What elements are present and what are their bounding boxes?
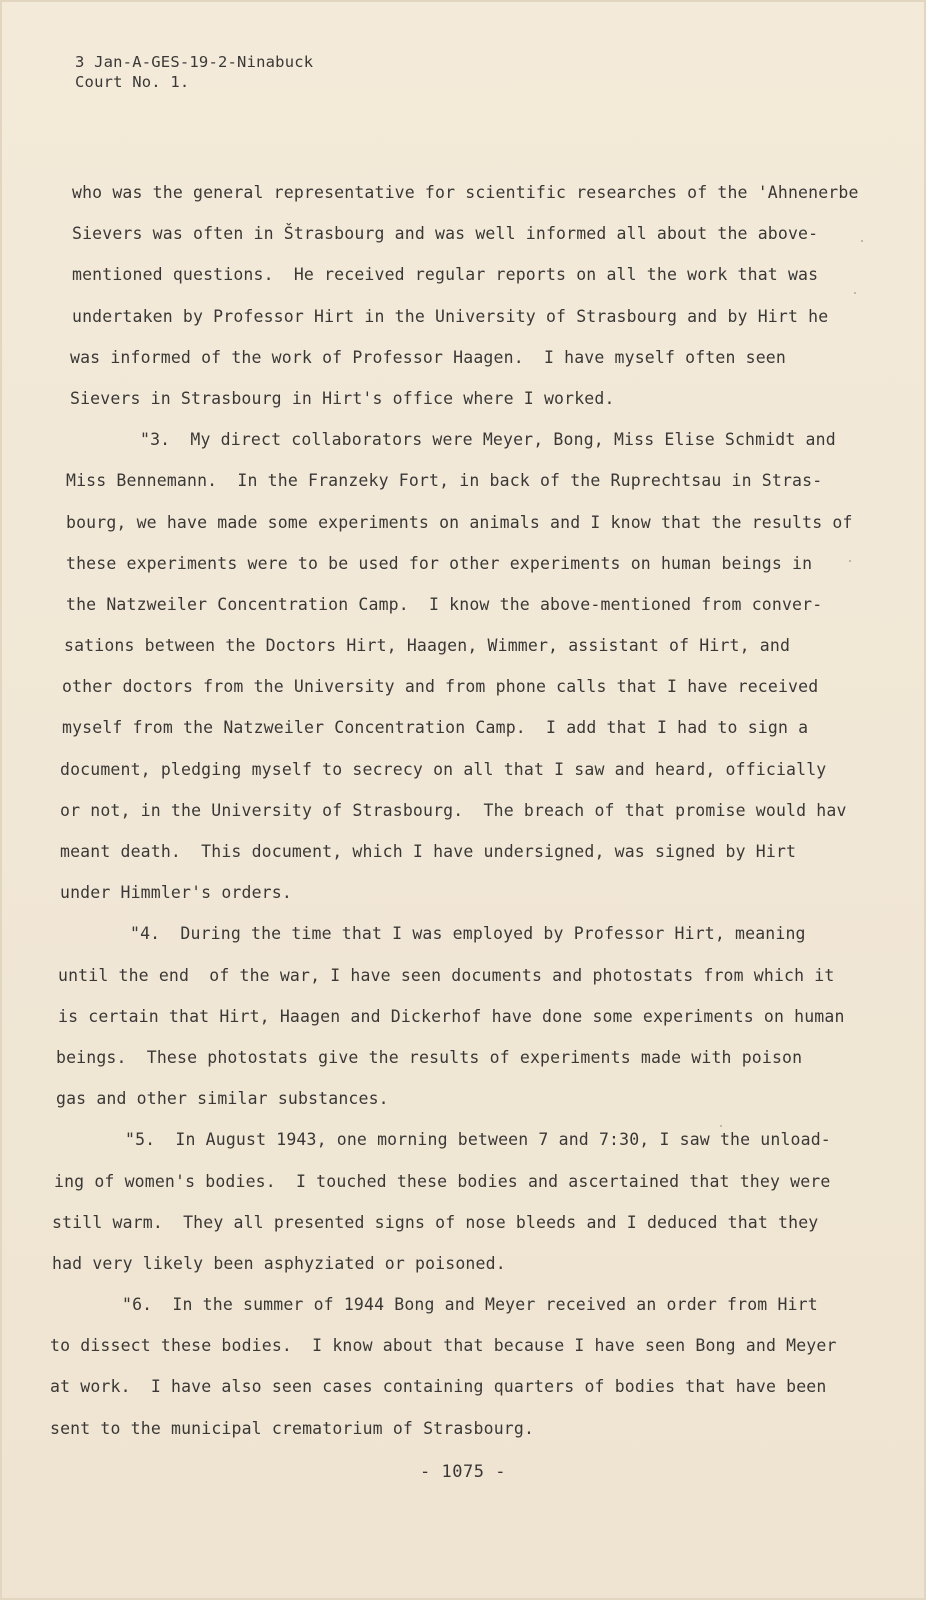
text-line: at work. I have also seen cases containing quarters of bodies that have been [50,1377,827,1397]
text-line: still warm. They all presented signs of nose bleeds and I deduced that they [52,1212,819,1232]
text-line: "3. My direct collaborators were Meyer, Bong, Miss Elise Schmidt and [140,430,836,450]
text-line: "6. In the summer of 1944 Bong and Meyer received an order from Hirt [122,1295,818,1315]
text-line: who was the general representative for scientific researches of the 'Ahnenerbe [72,183,859,202]
text-line: Sievers in Strasbourg in Hirt's office where I worked. [70,388,615,408]
text-line: gas and other similar substances. [56,1089,389,1109]
text-line: undertaken by Professor Hirt in the University of Strasbourg and by Hirt he [72,306,829,326]
paper-speck [720,1125,722,1127]
text-line: under Himmler's orders. [60,883,292,903]
text-line: other doctors from the University and from phone calls that I have received [62,677,819,697]
text-line: myself from the Natzweiler Concentration Camp. I add that I had to sign a [62,718,809,738]
text-line: to dissect these bodies. I know about that because I have seen Bong and Meyer [50,1336,837,1356]
text-line: Miss Bennemann. In the Franzeky Fort, in back of the Ruprechtsau in Stras- [66,471,823,491]
text-line: had very likely been asphyziated or poisoned. [52,1253,506,1273]
reference-line: 3 Jan-A-GES-19-2-Ninabuck [75,53,314,71]
text-line: or not, in the University of Strasbourg. The breach of that promise would hav [60,800,847,820]
text-line: meant death. This document, which I have undersigned, was signed by Hirt [60,842,797,861]
text-line: was informed of the work of Professor Haagen. I have myself often seen [70,347,786,367]
text-line: document, pledging myself to secrecy on all that I saw and heard, officially [60,759,827,779]
text-line: ing of women's bodies. I touched these bodies and ascertained that they were [54,1171,831,1191]
text-line: Sievers was often in Štrasbourg and was well informed all about the above- [72,224,819,244]
text-line: is certain that Hirt, Haagen and Dickerhof have done some experiments on human [58,1006,845,1026]
page-number: - 1075 - [420,1462,506,1482]
text-line: sations between the Doctors Hirt, Haagen, Wimmer, assistant of Hirt, and [64,636,791,656]
document-header [75,52,313,92]
text-line: "5. In August 1943, one morning between 7 and 7:30, I saw the unload- [125,1130,831,1150]
text-line: the Natzweiler Concentration Camp. I know the above-mentioned from conver- [66,594,823,614]
text-line: sent to the municipal crematorium of Strasbourg. [50,1418,535,1438]
text-line: "4. During the time that I was employed by Professor Hirt, meaning [130,924,806,944]
paper-speck [861,240,863,242]
text-line: beings. These photostats give the results of experiments made with poison [56,1047,803,1067]
text-line: bourg, we have made some experiments on animals and I know that the results of [66,512,853,532]
court-line: Court No. 1. [75,73,190,91]
text-line: until the end of the war, I have seen documents and photostats from which it [58,965,835,985]
paper-speck [849,560,851,562]
text-line: mentioned questions. He received regular reports on all the work that was [72,265,819,285]
paper-speck [854,292,856,294]
testimony-body [50,172,870,1449]
text-line: these experiments were to be used for other experiments on human beings in [66,553,813,573]
